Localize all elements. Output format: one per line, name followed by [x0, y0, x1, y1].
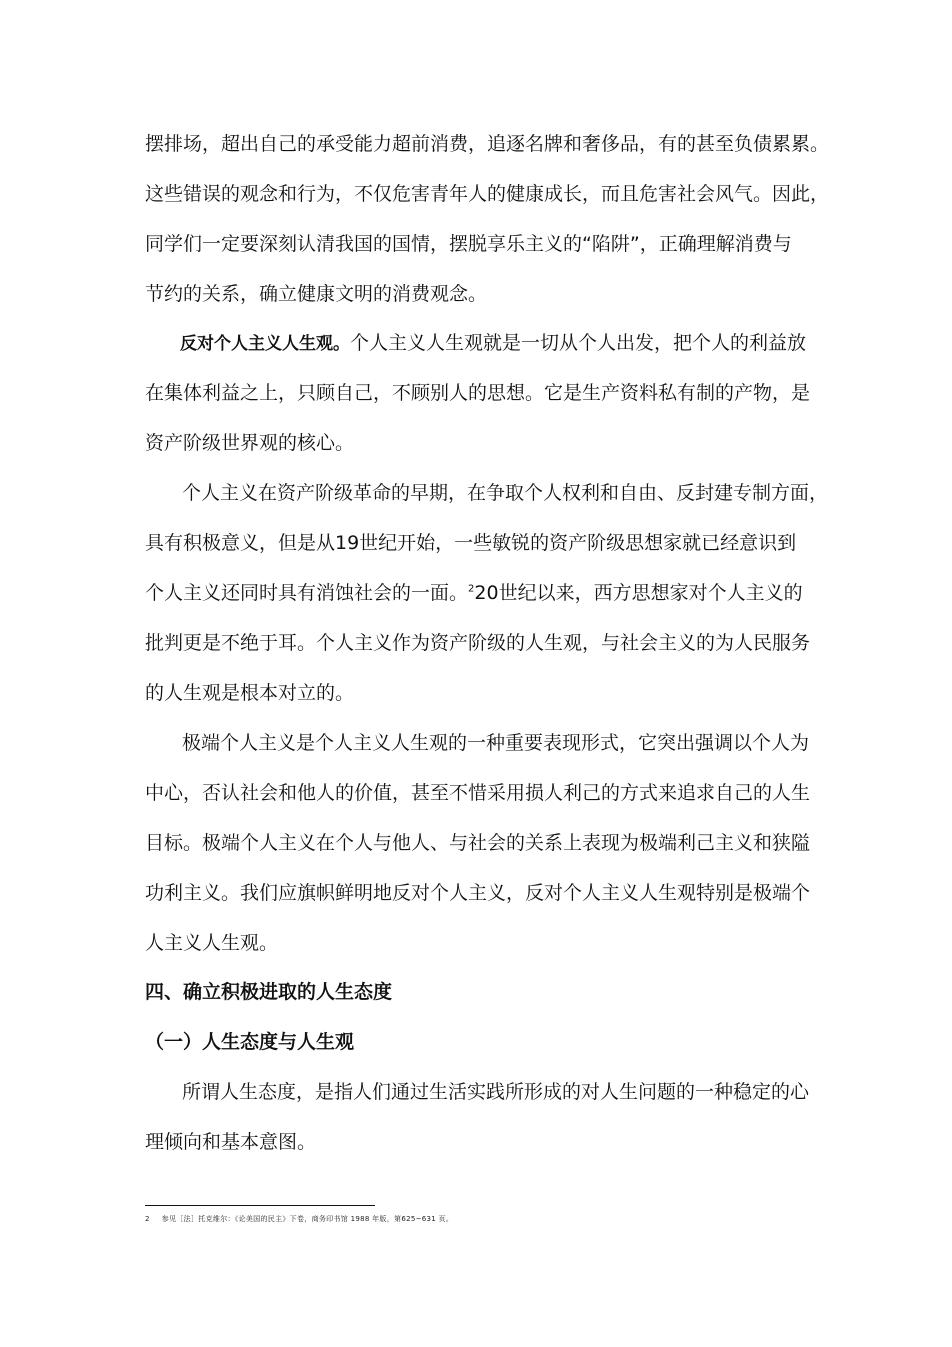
paragraph-line: 节约的关系，确立健康文明的消费观念。 — [145, 283, 488, 305]
footnote — [145, 1214, 453, 1224]
footnote-reference[interactable]: 2 — [468, 583, 475, 595]
footnote-number: 2 — [145, 1215, 150, 1223]
footnote-separator — [145, 1205, 375, 1206]
paragraph-line — [145, 581, 803, 605]
paragraph-line: 摆排场，超出自己的承受能力超前消费，追逐名牌和奢侈品，有的甚至负债累累。 — [145, 133, 830, 155]
paragraph-text: 个人主义还同时具有消蚀社会的一面。 — [145, 582, 469, 604]
paragraph-line: 理倾向和基本意图。 — [145, 1131, 317, 1153]
paragraph-line: 功利主义。我们应旗帜鲜明地反对个人主义，反对个人主义人生观特别是极端个 — [145, 882, 811, 904]
paragraph-line: 人主义人生观。 — [145, 932, 279, 954]
paragraph-line: 极端个人主义是个人主义人生观的一种重要表现形式，它突出强调以个人为 — [182, 732, 810, 754]
section-heading: 四、确立积极进取的人生态度 — [145, 981, 393, 1003]
footnote-text: 参见［法］托克维尔：《论美国的民主》下卷，商务印书馆 1988 年版，第625~631 页。 — [161, 1215, 454, 1223]
paragraph-line: 这些错误的观念和行为，不仅危害青年人的健康成长，而且危害社会风气。因此， — [145, 183, 830, 205]
paragraph-line: 目标。极端个人主义在个人与他人、与社会的关系上表现为极端利己主义和狭隘 — [145, 832, 811, 854]
paragraph-line: 所谓人生态度，是指人们通过生活实践所形成的对人生问题的一种稳定的心 — [182, 1081, 810, 1103]
paragraph-line: 中心，否认社会和他人的价值，甚至不惜采用损人利己的方式来追求自己的人生 — [145, 782, 811, 804]
paragraph-line: 资产阶级世界观的核心。 — [145, 432, 355, 454]
subsection-heading: （一）人生态度与人生观 — [145, 1031, 355, 1053]
paragraph-line: 的人生观是根本对立的。 — [145, 682, 355, 704]
paragraph-line: 在集体利益之上，只顾自己，不顾别人的思想。它是生产资料私有制的产物，是 — [145, 382, 811, 404]
paragraph-line: 同学们一定要深刻认清我国的国情，摆脱享乐主义的“陷阱”，正确理解消费与 — [145, 233, 792, 255]
paragraph-bold-lead: 反对个人主义人生观。 — [180, 334, 350, 354]
paragraph-text: 个人主义人生观就是一切从个人出发，把个人的利益放 — [350, 332, 807, 354]
paragraph-line — [180, 331, 806, 356]
paragraph-line: 个人主义在资产阶级革命的早期，在争取个人权利和自由、反封建专制方面， — [182, 482, 829, 504]
paragraph-line: 批判更是不绝于耳。个人主义作为资产阶级的人生观，与社会主义的为人民服务 — [145, 632, 811, 654]
paragraph-text: 20世纪以来，西方思想家对个人主义的 — [474, 582, 803, 604]
paragraph-line: 具有积极意义，但是从19世纪开始，一些敏锐的资产阶级思想家就已经意识到 — [145, 532, 797, 554]
